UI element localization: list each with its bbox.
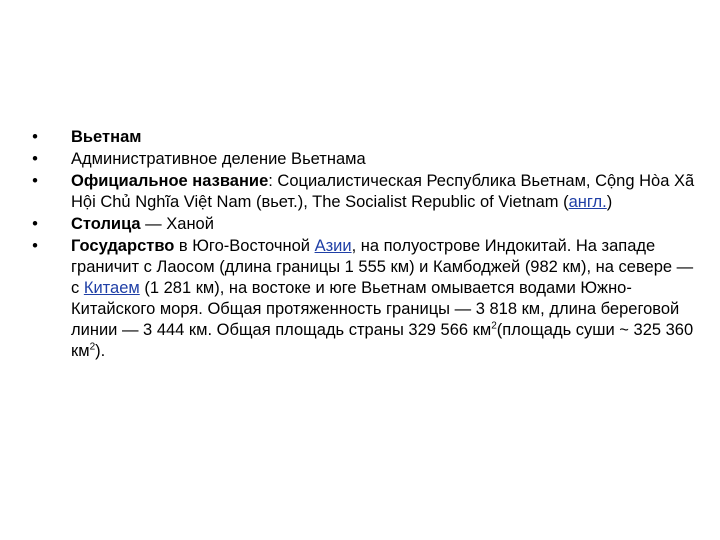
- item-title: Вьетнам: [71, 128, 142, 146]
- bullet-icon: •: [32, 237, 38, 255]
- bullet-icon: •: [32, 150, 38, 168]
- item-text: , на полуострове Индокитай. На западе граничит с Лаосом (длина границы 1 555 км) и Камбоджей (982 км), на севере — с: [71, 237, 694, 297]
- list-item-capital: [27, 214, 697, 235]
- item-label: Столица: [71, 215, 141, 233]
- item-text: в Юго-Восточной: [174, 237, 315, 255]
- item-text: : Социалистическая Республика Вьетнам, Cộng Hòa Xã Hội Chủ Nghĩa Việt Nam (вьет.), The Socialist Republic of Vietnam (: [71, 172, 695, 211]
- superscript: 2: [491, 320, 497, 332]
- bullet-icon: •: [32, 215, 38, 233]
- item-text-end: ): [606, 193, 613, 211]
- china-link[interactable]: Китаем: [83, 279, 140, 297]
- list-item-official-name: [27, 171, 697, 213]
- item-text: Административное деление Вьетнама: [71, 150, 366, 168]
- list-item-vietnam: [27, 127, 697, 148]
- list-item-admin-division: [27, 149, 697, 170]
- bullet-icon: •: [32, 172, 38, 190]
- english-link[interactable]: англ.: [568, 193, 607, 211]
- superscript: 2: [89, 341, 96, 353]
- item-text: (площадь суши ~ 325 360 км: [71, 321, 694, 360]
- item-text: (1 281 км), на востоке и юге Вьетнам омывается водами Южно-Китайского моря. Общая протяженность границы — 3 818 км, длина береговой линии — 3 444 км. Общая площадь страны 329 566 км: [71, 279, 680, 339]
- item-text-end: ).: [95, 342, 106, 360]
- item-label: Государство: [71, 237, 175, 255]
- item-label: Официальное название: [71, 172, 269, 190]
- asia-link[interactable]: Азии: [314, 237, 352, 255]
- bullet-icon: •: [32, 128, 38, 146]
- bullet-list: [27, 127, 697, 363]
- item-text: — Ханой: [140, 215, 214, 233]
- list-item-state: [27, 236, 697, 362]
